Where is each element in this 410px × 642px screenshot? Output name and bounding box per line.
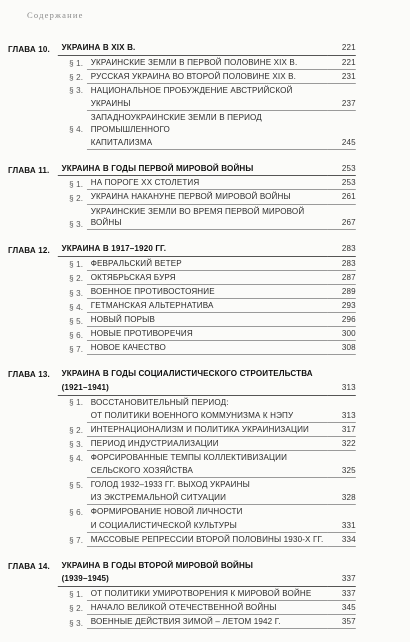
section-title: ВОЕННОЕ ПРОТИВОСТОЯНИЕ xyxy=(87,286,328,299)
section-number: § 4. xyxy=(69,301,84,312)
section-title: УКРАИНЫ xyxy=(87,98,328,111)
chapter-label: ГЛАВА 10. xyxy=(8,44,50,54)
toc-section-row[interactable] xyxy=(8,479,356,491)
section-title: ФЕВРАЛЬСКИЙ ВЕТЕР xyxy=(87,258,328,271)
section-number: § 1. xyxy=(69,259,84,270)
toc-section-row[interactable] xyxy=(8,57,356,70)
section-title: НОВЫЕ ПРОТИВОРЕЧИЯ xyxy=(87,328,328,341)
toc-section-row[interactable] xyxy=(8,300,356,313)
page-number: 267 xyxy=(328,217,356,230)
section-title: ОТ ПОЛИТИКИ ВОЕННОГО КОММУНИЗМА К НЭПУ xyxy=(87,410,328,423)
toc-section-row[interactable] xyxy=(8,342,356,355)
section-number: § 5. xyxy=(69,315,84,326)
toc-section-row[interactable] xyxy=(8,506,356,518)
page-number xyxy=(328,491,356,492)
page-number: 237 xyxy=(328,98,356,111)
section-title: И СОЦИАЛИСТИЧЕСКОЙ КУЛЬТУРЫ xyxy=(87,520,328,533)
toc-section-row[interactable] xyxy=(8,206,356,231)
section-number: § 1. xyxy=(69,178,84,189)
page-number: 245 xyxy=(328,137,356,150)
page-number: 287 xyxy=(328,272,356,285)
chapter-label: ГЛАВА 14. xyxy=(8,560,50,571)
section-title: НОВОЕ КАЧЕСТВО xyxy=(87,342,328,355)
toc-chapter-row[interactable] xyxy=(8,243,356,257)
toc-section-row[interactable] xyxy=(8,424,356,437)
section-number: § 3. xyxy=(69,85,84,96)
toc-section-row[interactable] xyxy=(8,177,356,190)
page-number xyxy=(328,571,356,572)
page-number: 283 xyxy=(328,258,356,271)
section-title: УКРАИНСКИЕ ЗЕМЛИ ВО ВРЕМЯ ПЕРВОЙ МИРОВОЙ ВОЙНЫ xyxy=(87,206,328,231)
section-title: ГЕТМАНСКАЯ АЛЬТЕРНАТИВА xyxy=(87,300,328,313)
chapter-title: (1921–1941) xyxy=(58,382,328,396)
section-title: НА ПОРОГЕ XX СТОЛЕТИЯ xyxy=(87,177,328,190)
toc-section-row[interactable] xyxy=(8,534,356,547)
toc-section-row[interactable] xyxy=(8,410,356,423)
section-number: § 7. xyxy=(69,343,84,354)
section-number: § 1. xyxy=(69,58,84,69)
toc-section-row[interactable] xyxy=(8,397,356,409)
toc-section-row[interactable] xyxy=(8,492,356,505)
page-number xyxy=(328,408,356,409)
page-number: 313 xyxy=(328,410,356,423)
page-number: 293 xyxy=(328,300,356,313)
section-number: § 4. xyxy=(69,124,84,135)
toc-section-row[interactable] xyxy=(8,137,356,150)
page-number xyxy=(328,96,356,97)
section-number: § 2. xyxy=(69,192,84,203)
page-number: 253 xyxy=(328,177,356,190)
toc-chapter-row[interactable] xyxy=(8,42,356,56)
section-title: НОВЫЙ ПОРЫВ xyxy=(87,314,328,327)
chapter-label: ГЛАВА 12. xyxy=(8,245,50,256)
toc-section-row[interactable] xyxy=(8,602,356,615)
page-number: 308 xyxy=(328,342,356,355)
section-title: СЕЛЬСКОГО ХОЗЯЙСТВА xyxy=(87,465,328,478)
section-title: МАССОВЫЕ РЕПРЕССИИ ВТОРОЙ ПОЛОВИНЫ 1930-Х ГГ. xyxy=(87,534,328,547)
page-number: 221 xyxy=(328,57,356,70)
chapter-title: УКРАИНА В ГОДЫ ВТОРОЙ МИРОВОЙ ВОЙНЫ xyxy=(61,559,254,570)
section-title: ПЕРИОД ИНДУСТРИАЛИЗАЦИИ xyxy=(87,438,328,451)
section-title: ИНТЕРНАЦИОНАЛИЗМ И ПОЛИТИКА УКРАИНИЗАЦИИ xyxy=(87,424,328,437)
chapter-block xyxy=(8,42,378,150)
toc-chapter-row[interactable] xyxy=(8,382,356,396)
toc-section-row[interactable] xyxy=(8,191,356,204)
section-number: § 2. xyxy=(69,603,84,614)
toc-section-row[interactable] xyxy=(8,286,356,299)
toc-chapter-row[interactable] xyxy=(8,368,356,381)
toc-section-row[interactable] xyxy=(8,85,356,97)
toc-section-row[interactable] xyxy=(8,465,356,478)
section-number: § 1. xyxy=(69,397,84,408)
page-number: 261 xyxy=(328,191,356,204)
section-title: КАПИТАЛИЗМА xyxy=(87,137,328,150)
toc-section-row[interactable] xyxy=(8,328,356,341)
section-number: § 4. xyxy=(69,452,84,463)
section-title: ОКТЯБРЬСКАЯ БУРЯ xyxy=(87,272,328,285)
page-number: 289 xyxy=(328,286,356,299)
page-number: 231 xyxy=(328,71,356,84)
page-number: 328 xyxy=(328,492,356,505)
toc-chapter-row[interactable] xyxy=(8,163,356,177)
section-title: ВОЕННЫЕ ДЕЙСТВИЯ ЗИМОЙ – ЛЕТОМ 1942 Г. xyxy=(87,616,328,629)
section-number: § 6. xyxy=(69,506,84,517)
section-number: § 2. xyxy=(69,72,84,83)
toc-section-row[interactable] xyxy=(8,314,356,327)
section-title: ЗАПАДНОУКРАИНСКИЕ ЗЕМЛИ В ПЕРИОД ПРОМЫШЛЕННОГО xyxy=(90,111,262,134)
running-head: Содержание xyxy=(27,10,84,20)
section-number: § 5. xyxy=(69,479,84,490)
section-title: НАЦИОНАЛЬНОЕ ПРОБУЖДЕНИЕ АВСТРИЙСКОЙ xyxy=(90,84,293,95)
page-number: 283 xyxy=(328,243,356,257)
chapter-title: УКРАИНА В XIX В. xyxy=(58,42,328,56)
section-title: ГОЛОД 1932–1933 ГГ. ВЫХОД УКРАИНЫ xyxy=(90,479,250,490)
page-number: 221 xyxy=(328,42,356,56)
page-number: 331 xyxy=(328,520,356,533)
chapter-title: УКРАИНА В ГОДЫ ПЕРВОЙ МИРОВОЙ ВОЙНЫ xyxy=(58,163,328,177)
page-number: 334 xyxy=(328,534,356,547)
chapter-block xyxy=(8,368,378,546)
chapter-block xyxy=(8,163,378,230)
section-title: УКРАИНСКИЕ ЗЕМЛИ В ПЕРВОЙ ПОЛОВИНЕ XIX В. xyxy=(87,57,328,70)
section-number: § 3. xyxy=(69,218,84,229)
toc-section-row[interactable] xyxy=(8,588,356,601)
chapter-block xyxy=(8,243,378,355)
page-number: 300 xyxy=(328,328,356,341)
toc-section-row[interactable] xyxy=(8,272,356,285)
chapter-label: ГЛАВА 13. xyxy=(8,369,50,380)
toc-section-row[interactable] xyxy=(8,616,356,629)
section-number: § 3. xyxy=(69,287,84,298)
page-number: 253 xyxy=(328,163,356,177)
page-number xyxy=(328,380,356,381)
section-title: ФОРМИРОВАНИЕ НОВОЙ ЛИЧНОСТИ xyxy=(90,506,243,517)
toc-section-row[interactable] xyxy=(8,98,356,111)
section-title: НАЧАЛО ВЕЛИКОЙ ОТЕЧЕСТВЕННОЙ ВОЙНЫ xyxy=(87,602,328,615)
section-title: ВОССТАНОВИТЕЛЬНЫЙ ПЕРИОД: xyxy=(90,396,229,407)
section-number: § 7. xyxy=(69,535,84,546)
toc-section-row[interactable] xyxy=(8,520,356,533)
section-number: § 2. xyxy=(69,273,84,284)
page-number: 325 xyxy=(328,465,356,478)
section-number: § 6. xyxy=(69,329,84,340)
page-number: 357 xyxy=(328,616,356,629)
section-title: ИЗ ЭКСТРЕМАЛЬНОЙ СИТУАЦИИ xyxy=(87,492,328,505)
table-of-contents xyxy=(8,42,378,642)
page-number xyxy=(328,464,356,465)
page-number: 296 xyxy=(328,314,356,327)
page-number xyxy=(328,518,356,519)
section-title: УКРАИНА НАКАНУНЕ ПЕРВОЙ МИРОВОЙ ВОЙНЫ xyxy=(87,191,328,204)
toc-section-row[interactable] xyxy=(8,452,356,464)
section-title: РУССКАЯ УКРАИНА ВО ВТОРОЙ ПОЛОВИНЕ XIX В. xyxy=(87,71,328,84)
chapter-title: (1939–1945) xyxy=(58,573,328,587)
section-number: § 3. xyxy=(69,439,84,450)
chapter-title: УКРАИНА В ГОДЫ СОЦИАЛИСТИЧЕСКОГО СТРОИТЕЛЬСТВА xyxy=(61,368,313,379)
chapter-label: ГЛАВА 11. xyxy=(8,164,50,175)
chapter-title: УКРАИНА В 1917–1920 ГГ. xyxy=(58,243,328,257)
toc-chapter-row[interactable] xyxy=(8,573,356,587)
section-title: ОТ ПОЛИТИКИ УМИРОТВОРЕНИЯ К МИРОВОЙ ВОЙНЕ xyxy=(87,588,328,601)
page-number: 322 xyxy=(328,438,356,451)
section-title: ФОРСИРОВАННЫЕ ТЕМПЫ КОЛЛЕКТИВИЗАЦИИ xyxy=(90,452,288,463)
section-number: § 1. xyxy=(69,589,84,600)
section-number: § 3. xyxy=(69,617,84,628)
page-number: 345 xyxy=(328,602,356,615)
page-number: 337 xyxy=(328,573,356,587)
toc-section-row[interactable] xyxy=(8,112,356,136)
page-number: 317 xyxy=(328,424,356,437)
toc-section-row[interactable] xyxy=(8,258,356,271)
toc-chapter-row[interactable] xyxy=(8,560,356,573)
chapter-block xyxy=(8,560,378,629)
toc-section-row[interactable] xyxy=(8,438,356,451)
page-number xyxy=(328,135,356,136)
section-number: § 2. xyxy=(69,425,84,436)
page-number: 337 xyxy=(328,588,356,601)
toc-section-row[interactable] xyxy=(8,71,356,84)
page-number: 313 xyxy=(328,382,356,396)
